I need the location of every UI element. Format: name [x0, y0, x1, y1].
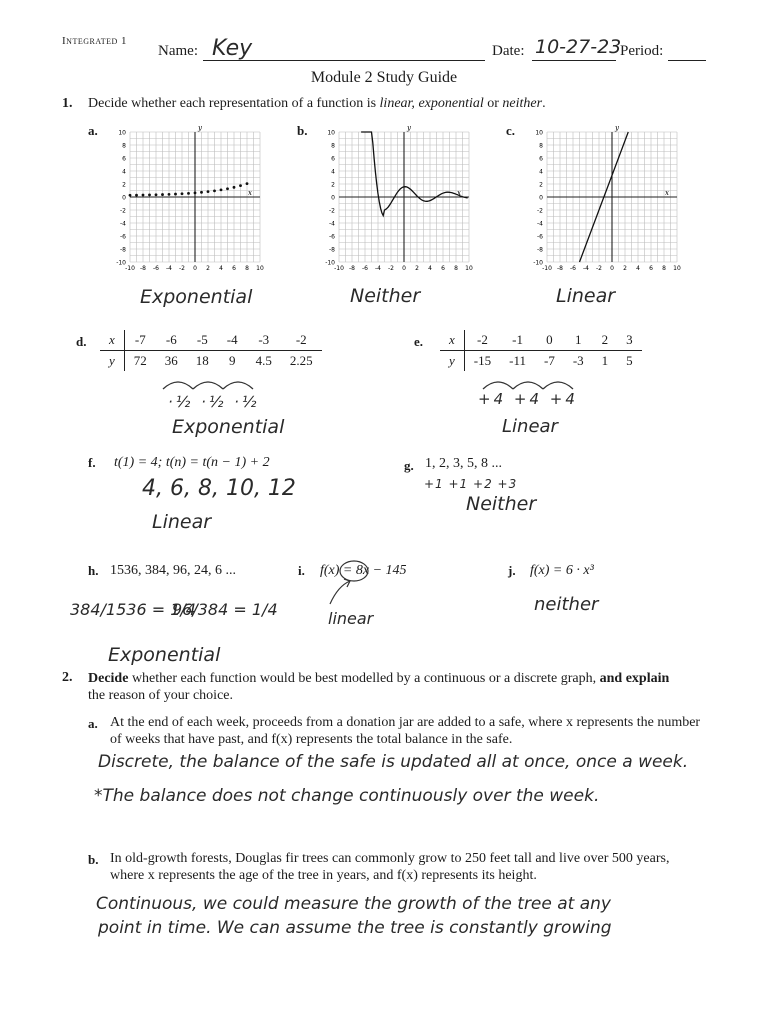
e-x-cell: 0	[535, 330, 564, 351]
x-tick-label: 10	[465, 265, 473, 272]
y-tick-label: -8	[329, 246, 335, 254]
y-tick-label: 6	[539, 155, 543, 163]
data-point	[181, 192, 184, 195]
y-tick-label: 2	[331, 181, 335, 189]
y-tick-label: -8	[120, 246, 126, 254]
data-point	[135, 194, 138, 197]
x-tick-label: -6	[570, 265, 576, 272]
g-text: 1, 2, 3, 5, 8 ...	[425, 456, 502, 471]
x-tick-label: 8	[454, 265, 458, 272]
date-value: 10-27-23	[535, 36, 622, 58]
y-tick-label: 8	[331, 142, 335, 150]
f-label: f.	[88, 455, 96, 470]
y-tick-label: 0	[331, 194, 335, 202]
x-tick-label: 0	[402, 265, 406, 272]
y-tick-label: -10	[533, 259, 543, 267]
q2-number: 2.	[62, 670, 73, 685]
i-answer: linear	[328, 609, 374, 628]
d-x-row	[100, 330, 322, 351]
e-x-cell: -1	[500, 330, 535, 351]
x-tick-label: -10	[542, 265, 552, 272]
period-line	[668, 60, 706, 61]
x-tick-label: -4	[166, 265, 172, 272]
x-tick-label: 4	[219, 265, 223, 272]
d-x-cell: -4	[218, 330, 247, 351]
data-point	[220, 188, 223, 191]
q2b-answer-2: point in time. We can assume the tree is constantly growing	[98, 918, 612, 938]
y-tick-label: 0	[539, 194, 543, 202]
y-tick-label: -4	[120, 220, 126, 228]
d-x-cell: -3	[247, 330, 281, 351]
x-tick-label: -10	[334, 265, 344, 272]
graph-a-answer: Exponential	[140, 286, 253, 308]
data-point	[148, 194, 151, 197]
e-y-cell: -11	[509, 353, 526, 368]
h-answer: Exponential	[108, 644, 221, 666]
e-x-header: x	[440, 330, 464, 351]
y-tick-label: 4	[539, 168, 543, 176]
d-y-cell: 2.25	[289, 353, 313, 368]
y-tick-label: 10	[118, 129, 126, 137]
x-tick-label: 8	[662, 265, 666, 272]
q2a-text: At the end of each week, proceeds from a donation jar are added to a safe, where x represents the number of weeks that have past, and f(x) represents the total balance in the safe.	[110, 715, 701, 747]
x-tick-label: 2	[415, 265, 419, 272]
y-tick-label: -4	[537, 220, 543, 228]
y-tick-label: -2	[537, 207, 543, 215]
d-y-cell: 72	[133, 353, 147, 368]
y-tick-label: -6	[329, 233, 335, 241]
data-point	[187, 192, 190, 195]
x-tick-label: 2	[623, 265, 627, 272]
data-point	[226, 187, 229, 190]
e-x-cell: -2	[464, 330, 500, 351]
x-tick-label: -10	[125, 265, 135, 272]
y-tick-label: 8	[122, 142, 126, 150]
h-work-2: 96/384 = 1/4	[172, 600, 278, 619]
q1-prompt-neither: neither	[502, 96, 543, 111]
q1-number: 1.	[62, 96, 73, 111]
x-tick-label: 6	[232, 265, 236, 272]
g-label: g.	[404, 458, 414, 473]
q1-prompt-linear: linear,	[379, 96, 415, 111]
y-tick-label: 8	[539, 142, 543, 150]
x-tick-label: -2	[596, 265, 602, 272]
page-title: Module 2 Study Guide	[310, 69, 458, 86]
d-y-cell: 36	[164, 353, 178, 368]
y-tick-label: -2	[329, 207, 335, 215]
e-y-row	[440, 351, 642, 372]
x-tick-label: -8	[349, 265, 355, 272]
x-tick-label: 2	[206, 265, 210, 272]
x-tick-label: -4	[583, 265, 589, 272]
graph-a	[108, 122, 268, 287]
e-x-cell: 3	[617, 330, 642, 351]
h-work-1: 384/1536 = 1/4	[70, 600, 196, 619]
e-y-cell: -7	[543, 353, 555, 368]
i-circle-arrow	[320, 552, 380, 612]
g-answer: Neither	[466, 493, 537, 515]
x-tick-label: -2	[179, 265, 185, 272]
data-point	[161, 193, 164, 196]
q2-prompt-bold-2: and explain	[599, 671, 670, 686]
e-y-cell: -3	[572, 353, 584, 368]
q2-prompt-mid: whether each function would be best modelled by a continuous or a discrete graph,	[128, 671, 600, 686]
h-label: h.	[88, 563, 99, 578]
q2-prompt	[88, 670, 688, 704]
q2a-answer-2: *The balance does not change continuously over the week.	[94, 786, 600, 806]
graph-a-label: a.	[88, 123, 98, 138]
y-axis-label: y	[615, 124, 619, 132]
i-label: i.	[298, 563, 305, 578]
data-point	[233, 186, 236, 189]
y-tick-label: 6	[122, 155, 126, 163]
d-x-cell: -7	[124, 330, 156, 351]
f-answer: Linear	[152, 511, 212, 533]
y-tick-label: 2	[539, 181, 543, 189]
curve	[361, 132, 468, 216]
x-axis-label: x	[457, 189, 461, 197]
x-tick-label: -6	[153, 265, 159, 272]
q2a-label: a.	[88, 716, 98, 731]
j-text: f(x) = 6 · x³	[530, 563, 594, 578]
d-x-cell: -5	[187, 330, 218, 351]
x-tick-label: -8	[557, 265, 563, 272]
h-text: 1536, 384, 96, 24, 6 ...	[110, 563, 236, 578]
name-label: Name:	[158, 43, 198, 59]
e-label: e.	[414, 334, 424, 349]
d-y-cell: 18	[195, 353, 209, 368]
data-point	[213, 189, 216, 192]
g-work: +1 +1 +2 +3	[424, 477, 518, 491]
data-point	[200, 191, 203, 194]
y-tick-label: -4	[329, 220, 335, 228]
q1-prompt-exponential: exponential	[418, 96, 484, 111]
e-table	[440, 330, 642, 371]
graph-c	[525, 122, 685, 287]
date-label: Date:	[492, 43, 525, 59]
x-axis-label: x	[248, 189, 252, 197]
d-work: ·½ ·½ ·½	[168, 393, 260, 411]
graph-b-label: b.	[297, 123, 308, 138]
d-y-cell: 4.5	[255, 353, 272, 368]
e-answer: Linear	[502, 416, 558, 437]
data-point	[155, 193, 158, 196]
x-tick-label: 8	[245, 265, 249, 272]
x-tick-label: 0	[193, 265, 197, 272]
y-tick-label: 10	[535, 129, 543, 137]
y-tick-label: -10	[116, 259, 126, 267]
x-tick-label: 0	[610, 265, 614, 272]
data-point	[246, 182, 249, 185]
q2-prompt-end: the reason of your choice.	[88, 688, 233, 703]
d-y-cell: 9	[228, 353, 236, 368]
y-tick-label: 4	[331, 168, 335, 176]
f-text: t(1) = 4; t(n) = t(n − 1) + 2	[114, 455, 270, 470]
x-tick-label: 4	[428, 265, 432, 272]
x-tick-label: 6	[649, 265, 653, 272]
d-y-header: y	[100, 351, 124, 372]
x-tick-label: 10	[256, 265, 264, 272]
q1-prompt-end: .	[542, 96, 546, 111]
x-tick-label: -4	[375, 265, 381, 272]
y-tick-label: 10	[327, 129, 335, 137]
data-point	[207, 190, 210, 193]
e-y-cell: 1	[601, 353, 609, 368]
data-point	[174, 193, 177, 196]
data-point	[129, 194, 132, 197]
d-label: d.	[76, 334, 87, 349]
e-work: +4 +4 +4	[478, 390, 578, 408]
x-tick-label: 10	[673, 265, 681, 272]
q1-prompt-start: Decide whether each representation of a function is	[88, 96, 380, 111]
d-arcs	[158, 375, 278, 395]
x-tick-label: -6	[362, 265, 368, 272]
e-x-cell: 1	[564, 330, 593, 351]
data-point	[239, 184, 242, 187]
y-axis-label: y	[407, 124, 411, 132]
name-value: Key	[212, 36, 253, 61]
data-point	[168, 193, 171, 196]
graph-c-label: c.	[506, 123, 516, 138]
y-tick-label: 0	[122, 194, 126, 202]
e-y-cell: -15	[473, 353, 492, 368]
q2a-answer-1: Discrete, the balance of the safe is updated all at once, once a week.	[98, 752, 689, 772]
d-table	[100, 330, 322, 371]
y-tick-label: -8	[537, 246, 543, 254]
graph-c-answer: Linear	[556, 285, 616, 307]
data-point	[194, 191, 197, 194]
graph-b	[317, 122, 477, 287]
i-text: f(x) = 8x − 145	[320, 563, 407, 578]
e-x-row	[440, 330, 642, 351]
y-tick-label: -6	[537, 233, 543, 241]
x-tick-label: -2	[388, 265, 394, 272]
e-y-cell: 5	[626, 353, 633, 368]
x-axis-label: x	[665, 189, 669, 197]
x-tick-label: 4	[636, 265, 640, 272]
period-label: Period:	[620, 43, 664, 59]
q2-prompt-bold-1: Decide	[88, 671, 129, 686]
y-tick-label: 6	[331, 155, 335, 163]
d-x-cell: -6	[156, 330, 187, 351]
q2b-answer-1: Continuous, we could measure the growth of the tree at any	[96, 894, 611, 914]
data-point	[142, 194, 145, 197]
graph-b-answer: Neither	[350, 285, 421, 307]
q2b-label: b.	[88, 852, 99, 867]
y-tick-label: -6	[120, 233, 126, 241]
e-x-cell: 2	[593, 330, 618, 351]
y-tick-label: -10	[325, 259, 335, 267]
e-y-header: y	[440, 351, 464, 372]
j-answer: neither	[534, 594, 599, 615]
course-label: Integrated 1	[62, 35, 128, 47]
q1-prompt-or: or	[483, 96, 503, 111]
d-answer: Exponential	[172, 416, 285, 438]
j-label: j.	[508, 563, 516, 578]
d-y-row	[100, 351, 322, 372]
d-x-cell: -2	[281, 330, 322, 351]
y-tick-label: -2	[120, 207, 126, 215]
q2b-text: In old-growth forests, Douglas fir trees can commonly grow to 250 feet tall and live over 500 years, where x represents the age of the tree in years, and f(x) represents its height.	[110, 851, 670, 883]
y-axis-label: y	[198, 124, 202, 132]
x-tick-label: 6	[441, 265, 445, 272]
q1-prompt	[88, 96, 546, 112]
y-tick-label: 4	[122, 168, 126, 176]
d-x-header: x	[100, 330, 124, 351]
x-tick-label: -8	[140, 265, 146, 272]
f-work: 4, 6, 8, 10, 12	[142, 476, 296, 501]
y-tick-label: 2	[122, 181, 126, 189]
date-line	[532, 60, 616, 61]
